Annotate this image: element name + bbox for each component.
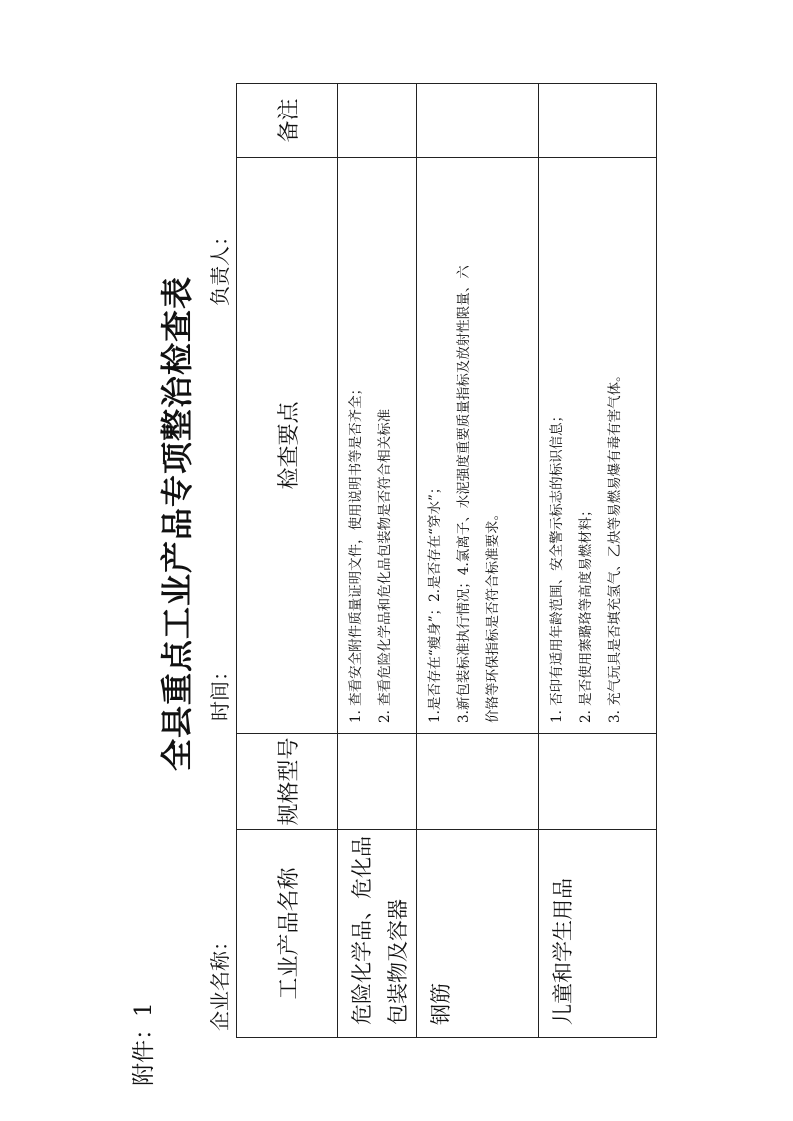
spec-model-cell: [417, 734, 539, 830]
check-point-line: 1. 否印有适用年龄范围、安全警示标志的标识信息；: [549, 408, 565, 723]
responsible-person-label: 负责人：: [208, 226, 232, 306]
product-name-cell: 儿童和学生用品: [539, 830, 657, 1038]
table-row: [417, 84, 539, 1038]
check-points-cell: [417, 158, 539, 734]
table-header-row: [237, 84, 338, 1038]
table-row: [338, 84, 417, 1038]
check-point-line: 2. 是否使用寨璐珞等高度易燃材料；: [578, 503, 594, 723]
check-point-line: 3. 充气玩具是否填充氢气、乙炔等易燃易爆有毒有害气体。: [607, 368, 623, 723]
spec-model-cell: [539, 734, 657, 830]
table-row: [539, 84, 657, 1038]
enterprise-name-label: 企业名称：: [208, 931, 232, 1031]
page-title: 全县重点工业产品专项整治检查表: [158, 275, 196, 771]
header-product-name: 工业产品名称: [237, 830, 338, 1038]
product-name-cell: 危险化学品、危化品包装物及容器: [338, 830, 417, 1038]
header-remark: 备注: [237, 84, 338, 158]
product-name-cell: 钢筋: [417, 830, 539, 1038]
inspection-table: [236, 83, 657, 1038]
remark-cell: [539, 84, 657, 158]
check-point-line: 1. 查看安全附件质量证明文件，使用说明书等是否齐全；: [348, 381, 364, 723]
check-point-line: 2. 查看危险化学品和危化品包装物是否符合相关标准: [377, 408, 393, 723]
check-point-line: 价铬等环保指标是否符合标准要求。: [485, 507, 501, 723]
spec-model-cell: [338, 734, 417, 830]
check-points-cell: [539, 158, 657, 734]
check-points-cell: [338, 158, 417, 734]
header-check-points: 检查要点: [237, 158, 338, 734]
attachment-label: 附件：1: [131, 1002, 157, 1086]
remark-cell: [417, 84, 539, 158]
time-label: 时间：: [208, 661, 232, 721]
header-spec-model: 规格型号: [237, 734, 338, 830]
check-point-line: 1.是否存在“瘦身”；2.是否存在“穿水”；: [427, 480, 443, 723]
check-point-line: 3.新包装标准执行情况；4.氯离子、水泥强度重要质量指标及放射性限量、六: [456, 265, 472, 723]
remark-cell: [338, 84, 417, 158]
